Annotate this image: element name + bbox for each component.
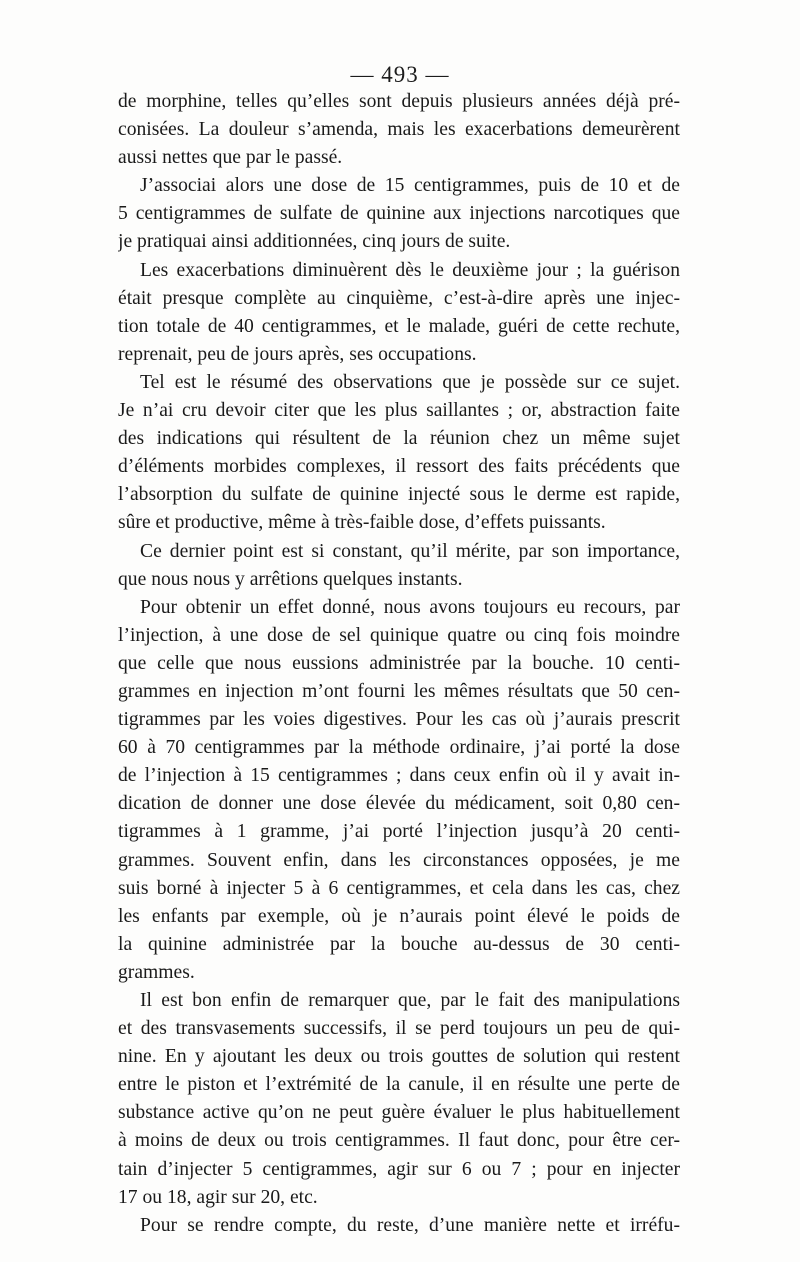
text-line: grammes en injection m’ont fourni les mêmes résultats que 50 cen- [118, 680, 680, 702]
page-number: — 493 — [350, 62, 450, 87]
paragraph [118, 369, 680, 538]
text-line: tigrammes à 1 gramme, j’ai porté l’injection jusqu’à 20 centi- [118, 821, 680, 843]
text-line: suis borné à injecter 5 à 6 centigrammes, et cela dans les cas, chez [118, 877, 680, 899]
text-line: et des transvasements successifs, il se perd toujours un peu de qui- [118, 1018, 680, 1040]
text-line: l’injection, à une dose de sel quinique quatre ou cinq fois moindre [118, 624, 680, 646]
text-line: Il est bon enfin de remarquer que, par le fait des manipulations [140, 990, 680, 1011]
text-line: tain d’injecter 5 centigrammes, agir sur 6 ou 7 ; pour en injecter [118, 1158, 680, 1180]
text-line: Les exacerbations diminuèrent dès le deuxième jour ; la guérison [140, 259, 680, 281]
text-line: J’associai alors une dose de 15 centigrammes, puis de 10 et de [140, 175, 680, 197]
text-line: sûre et productive, même à très-faible dose, d’effets puissants. [118, 512, 606, 534]
text-line: Tel est le résumé des observations que je possède sur ce sujet. [140, 371, 680, 393]
text-line: à moins de deux ou trois centigrammes. Il faut donc, pour être cer- [118, 1130, 680, 1152]
text-line: grammes. [118, 961, 195, 983]
paragraph [118, 257, 680, 369]
text-line: des indications qui résultent de la réunion chez un même sujet [118, 428, 680, 450]
text-line: était presque complète au cinquième, c’est-à-dire après une injec- [118, 287, 680, 309]
body-text [118, 88, 680, 1240]
text-line: Pour obtenir un effet donné, nous avons toujours eu recours, par [140, 596, 680, 618]
text-line: 60 à 70 centigrammes par la méthode ordinaire, j’ai porté la dose [118, 737, 680, 759]
text-line: reprenait, peu de jours après, ses occupations. [118, 343, 477, 365]
text-line: aussi nettes que par le passé. [118, 147, 343, 169]
text-line: de morphine, telles qu’elles sont depuis plusieurs années déjà pré- [118, 91, 680, 112]
text-line: tion totale de 40 centigrammes, et le malade, guéri de cette rechute, [118, 315, 680, 337]
paragraph [118, 1212, 680, 1240]
text-line: que nous nous y arrêtions quelques instants. [118, 568, 463, 590]
text-line: les enfants par exemple, où je n’aurais point élevé le poids de [118, 905, 680, 927]
text-line: entre le piston et l’extrémité de la canule, il en résulte une perte de [118, 1074, 680, 1096]
text-line: de l’injection à 15 centigrammes ; dans ceux enfin où il y avait in- [118, 765, 680, 787]
text-line: Pour se rendre compte, du reste, d’une manière nette et irréfu- [140, 1214, 680, 1236]
text-line: tigrammes par les voies digestives. Pour les cas où j’aurais prescrit [118, 709, 680, 731]
text-line: que celle que nous eussions administrée par la bouche. 10 centi- [118, 652, 680, 674]
text-line: conisées. La douleur s’amenda, mais les exacerbations demeurèrent [118, 119, 680, 141]
text-line: 17 ou 18, agir sur 20, etc. [118, 1186, 318, 1208]
text-line: grammes. Souvent enfin, dans les circonstances opposées, je me [118, 849, 680, 871]
text-line: nine. En y ajoutant les deux ou trois gouttes de solution qui restent [118, 1046, 680, 1068]
paragraph [118, 594, 680, 987]
text-line: Ce dernier point est si constant, qu’il mérite, par son importance, [140, 540, 680, 562]
paragraph [118, 88, 680, 172]
paragraph [118, 538, 680, 594]
paragraph [118, 987, 680, 1212]
text-line: d’éléments morbides complexes, il ressort des faits précédents que [118, 456, 680, 478]
text-line: je pratiquai ainsi additionnées, cinq jours de suite. [118, 231, 511, 253]
text-line: substance active qu’on ne peut guère évaluer le plus habituellement [118, 1102, 680, 1124]
text-line: la quinine administrée par la bouche au-dessus de 30 centi- [118, 933, 680, 955]
text-line: 5 centigrammes de sulfate de quinine aux injections narcotiques que [118, 203, 680, 225]
text-line: l’absorption du sulfate de quinine injecté sous le derme est rapide, [118, 484, 680, 506]
paragraph [118, 172, 680, 256]
text-line: dication de donner une dose élevée du médicament, soit 0,80 cen- [118, 793, 680, 815]
text-line: Je n’ai cru devoir citer que les plus saillantes ; or, abstraction faite [118, 400, 680, 422]
